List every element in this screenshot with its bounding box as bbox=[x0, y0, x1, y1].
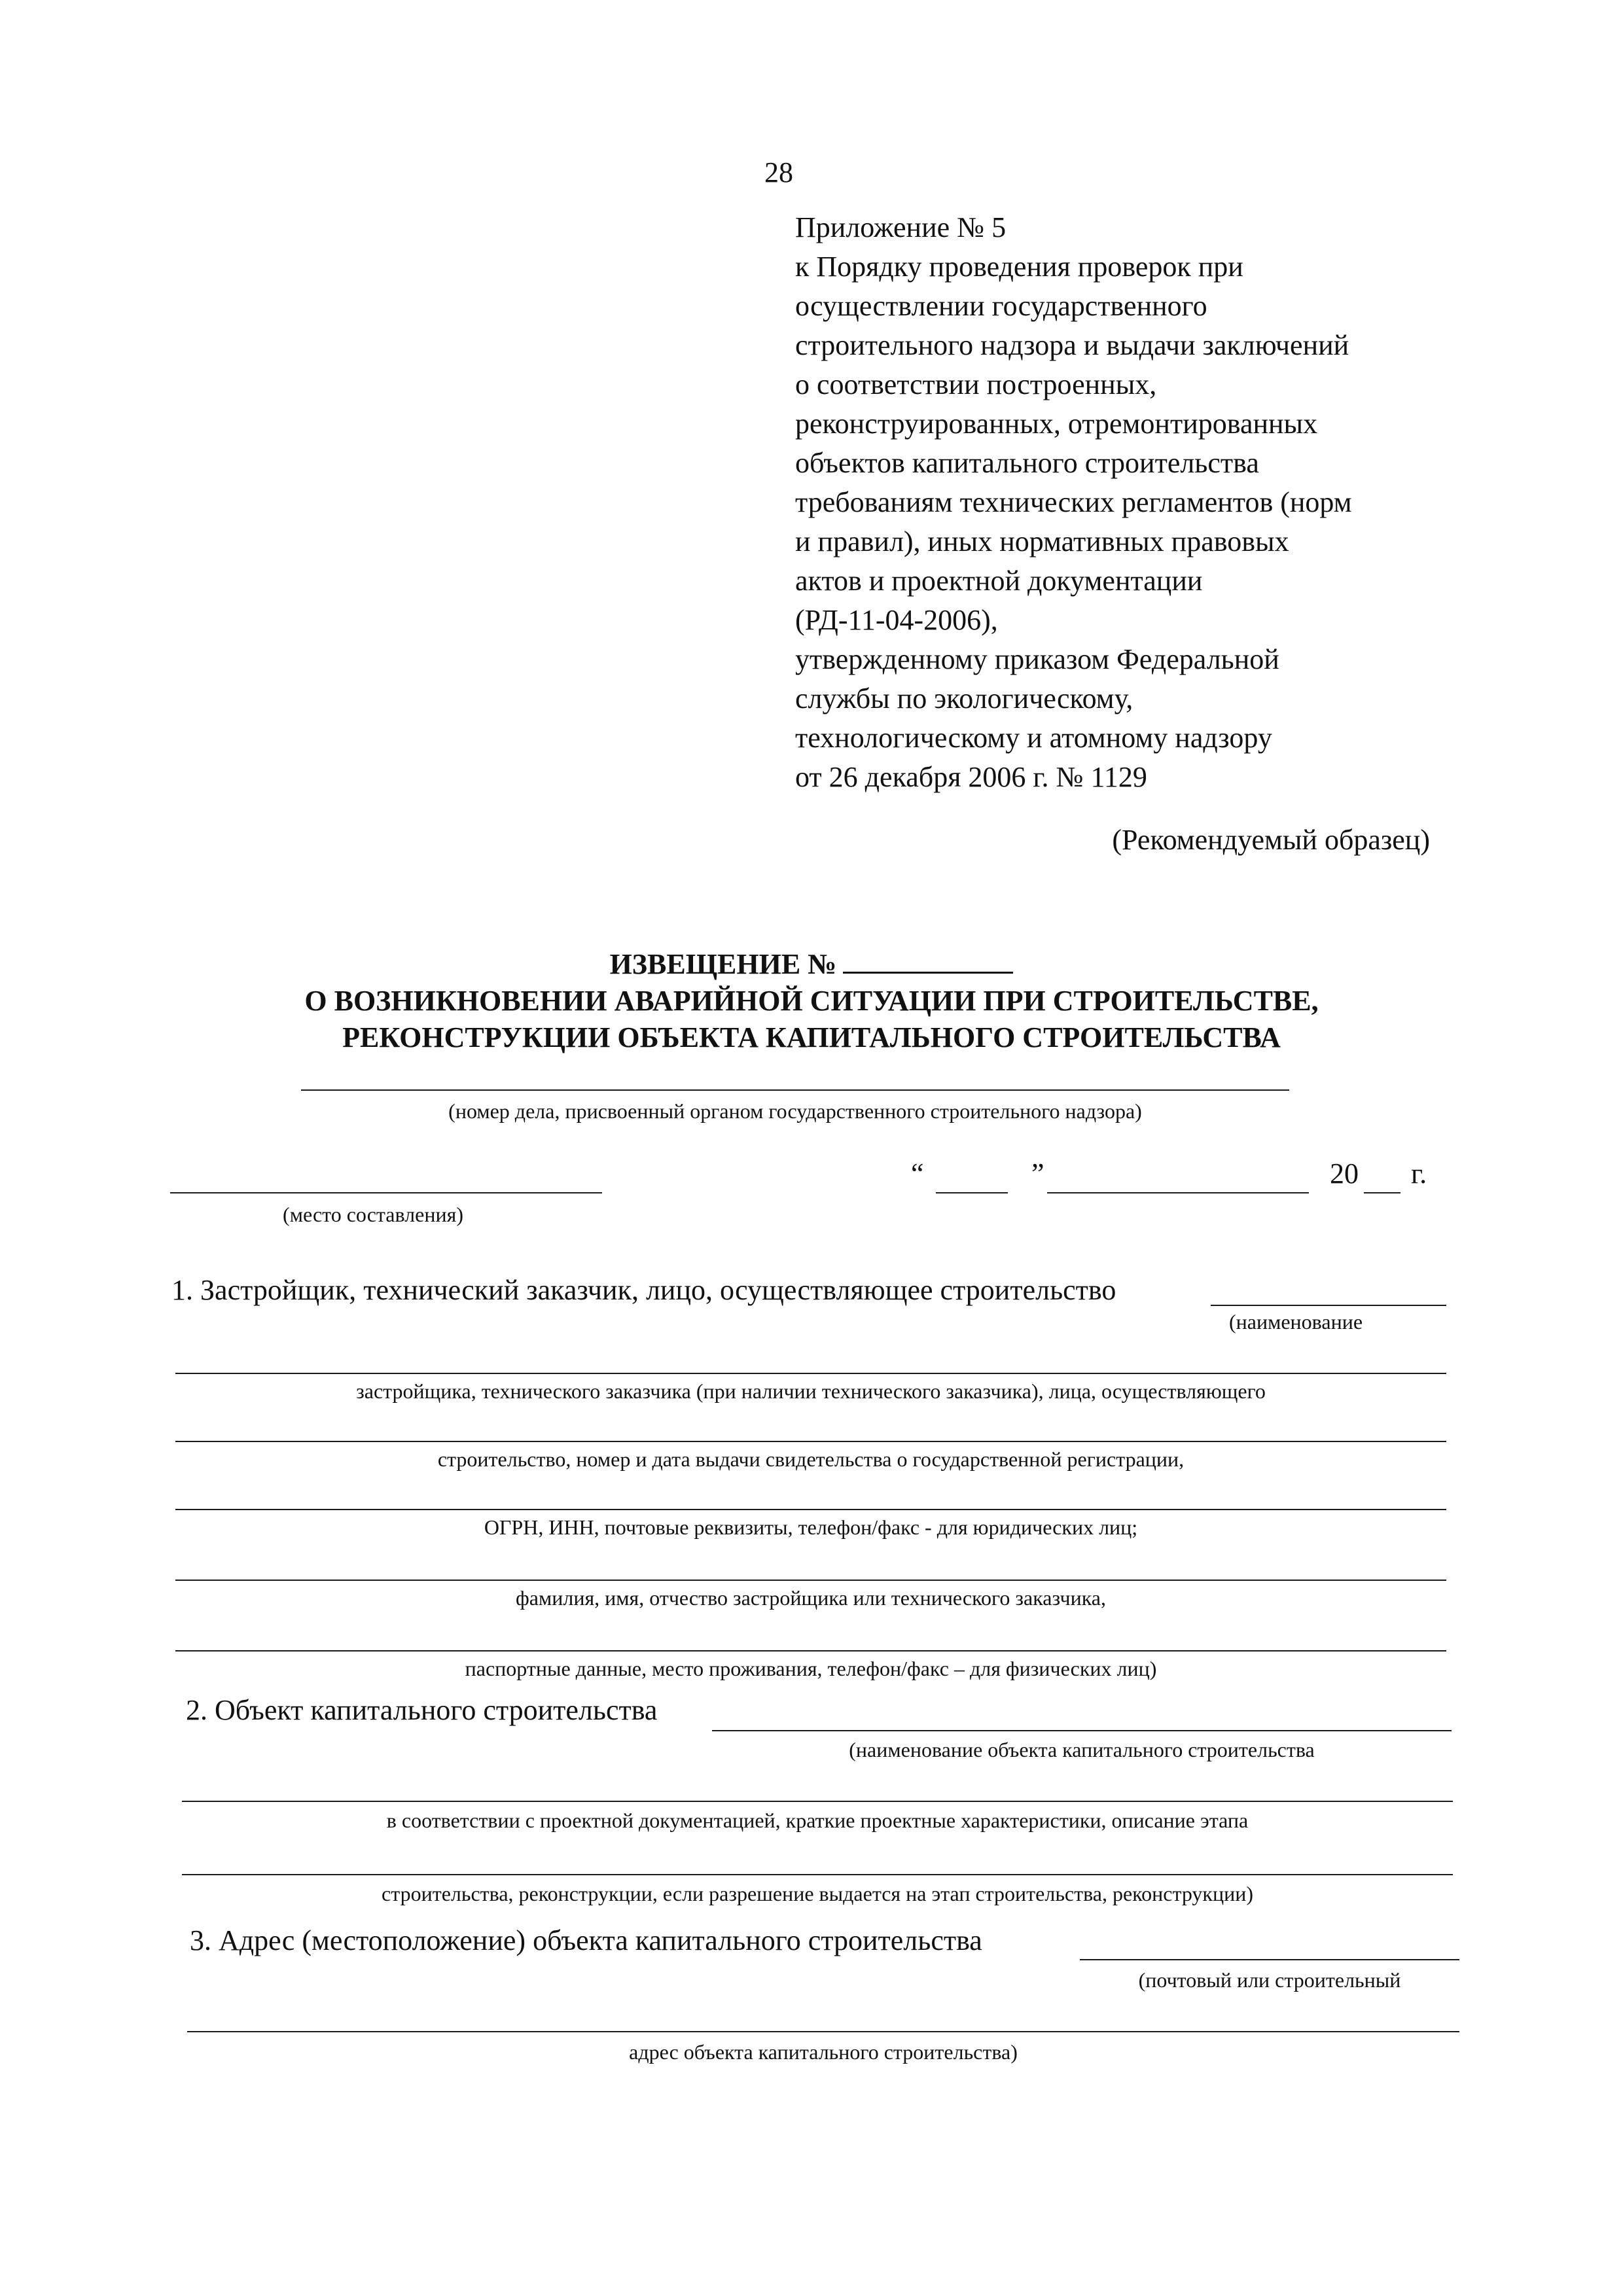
section-1-label: 1. Застройщик, технический заказчик, лицо, осуществляющее строительство bbox=[171, 1274, 1116, 1306]
date-month-field[interactable] bbox=[1047, 1192, 1309, 1193]
appendix-line: реконструированных, отремонтированных bbox=[795, 408, 1318, 440]
section-1-field[interactable] bbox=[175, 1509, 1446, 1510]
appendix-line: требованиям технических регламентов (норм bbox=[795, 486, 1352, 518]
appendix-line: объектов капитального строительства bbox=[795, 447, 1259, 479]
appendix-line: и правил), иных нормативных правовых bbox=[795, 525, 1289, 557]
case-number-note: (номер дела, присвоенный органом государственного строительного надзора) bbox=[448, 1099, 1142, 1123]
document-title bbox=[0, 947, 1623, 981]
date-year-suffix: г. bbox=[1411, 1157, 1427, 1190]
appendix-block bbox=[795, 208, 1528, 797]
appendix-line: Приложение № 5 bbox=[795, 211, 1007, 243]
place-field[interactable] bbox=[170, 1192, 602, 1193]
section-2-note: в соответствии с проектной документацией, краткие проектные характеристики, описание этапа bbox=[386, 1809, 1249, 1832]
appendix-line: утвержденному приказом Федеральной bbox=[795, 643, 1279, 675]
section-1-note: фамилия, имя, отчество застройщика или технического заказчика, bbox=[516, 1586, 1106, 1610]
section-2-field[interactable] bbox=[712, 1730, 1452, 1731]
section-1-note: (наименование bbox=[1228, 1310, 1363, 1333]
section-1-note: строительство, номер и дата выдачи свидетельства о государственной регистрации, bbox=[437, 1447, 1185, 1471]
page-number: 28 bbox=[764, 156, 793, 188]
recommended-sample-note: (Рекомендуемый образец) bbox=[1112, 824, 1430, 856]
section-2-note: строительства, реконструкции, если разрешение выдается на этап строительства, реконструкции) bbox=[382, 1882, 1253, 1905]
section-1-field[interactable] bbox=[175, 1580, 1446, 1581]
date-year-prefix: 20 bbox=[1330, 1157, 1359, 1190]
date-open-quote: “ bbox=[911, 1157, 924, 1190]
section-3-note: (почтовый или строительный bbox=[1138, 1968, 1401, 1992]
title-line-2: О ВОЗНИКНОВЕНИИ АВАРИЙНОЙ СИТУАЦИИ ПРИ СТРОИТЕЛЬСТВЕ, bbox=[304, 985, 1319, 1017]
date-close-quote: ” bbox=[1031, 1157, 1044, 1190]
section-1-note: застройщика, технического заказчика (при наличии технического заказчика), лица, осуществляющего bbox=[356, 1379, 1266, 1403]
section-2-field[interactable] bbox=[182, 1874, 1453, 1875]
place-note: (место составления) bbox=[283, 1203, 463, 1226]
date-day-field[interactable] bbox=[936, 1192, 1008, 1193]
case-number-field[interactable] bbox=[301, 1089, 1289, 1091]
section-2-label: 2. Объект капитального строительства bbox=[186, 1694, 658, 1726]
section-2-note: (наименование объекта капитального строительства bbox=[849, 1738, 1315, 1761]
section-1-field[interactable] bbox=[175, 1650, 1446, 1651]
appendix-line: осуществлении государственного bbox=[795, 290, 1207, 322]
title-notice-number: ИЗВЕЩЕНИЕ № bbox=[609, 948, 837, 980]
section-1-field[interactable] bbox=[175, 1441, 1446, 1442]
appendix-line: о соответствии построенных, bbox=[795, 368, 1157, 400]
notice-number-field[interactable] bbox=[843, 949, 1013, 974]
appendix-line: строительного надзора и выдачи заключений bbox=[795, 329, 1349, 361]
section-3-field[interactable] bbox=[187, 2031, 1459, 2032]
section-1-field[interactable] bbox=[175, 1373, 1446, 1374]
section-1-note: паспортные данные, место проживания, телефон/факс – для физических лиц) bbox=[465, 1657, 1157, 1680]
appendix-line: к Порядку проведения проверок при bbox=[795, 251, 1243, 283]
section-1-note: ОГРН, ИНН, почтовые реквизиты, телефон/факс - для юридических лиц; bbox=[484, 1515, 1138, 1539]
section-3-field[interactable] bbox=[1080, 1959, 1459, 1960]
appendix-line: от 26 декабря 2006 г. № 1129 bbox=[795, 761, 1147, 793]
date-year-field[interactable] bbox=[1364, 1192, 1400, 1193]
section-3-note: адрес объекта капитального строительства) bbox=[629, 2040, 1018, 2064]
title-line-3: РЕКОНСТРУКЦИИ ОБЪЕКТА КАПИТАЛЬНОГО СТРОИТЕЛЬСТВА bbox=[342, 1021, 1281, 1053]
appendix-line: службы по экологическому, bbox=[795, 682, 1133, 715]
appendix-line: актов и проектной документации bbox=[795, 565, 1203, 597]
appendix-line: (РД-11-04-2006), bbox=[795, 604, 998, 636]
section-2-field[interactable] bbox=[182, 1801, 1453, 1802]
section-1-field[interactable] bbox=[1211, 1305, 1446, 1306]
section-3-label: 3. Адрес (местоположение) объекта капитального строительства bbox=[190, 1924, 982, 1956]
appendix-line: технологическому и атомному надзору bbox=[795, 722, 1272, 754]
